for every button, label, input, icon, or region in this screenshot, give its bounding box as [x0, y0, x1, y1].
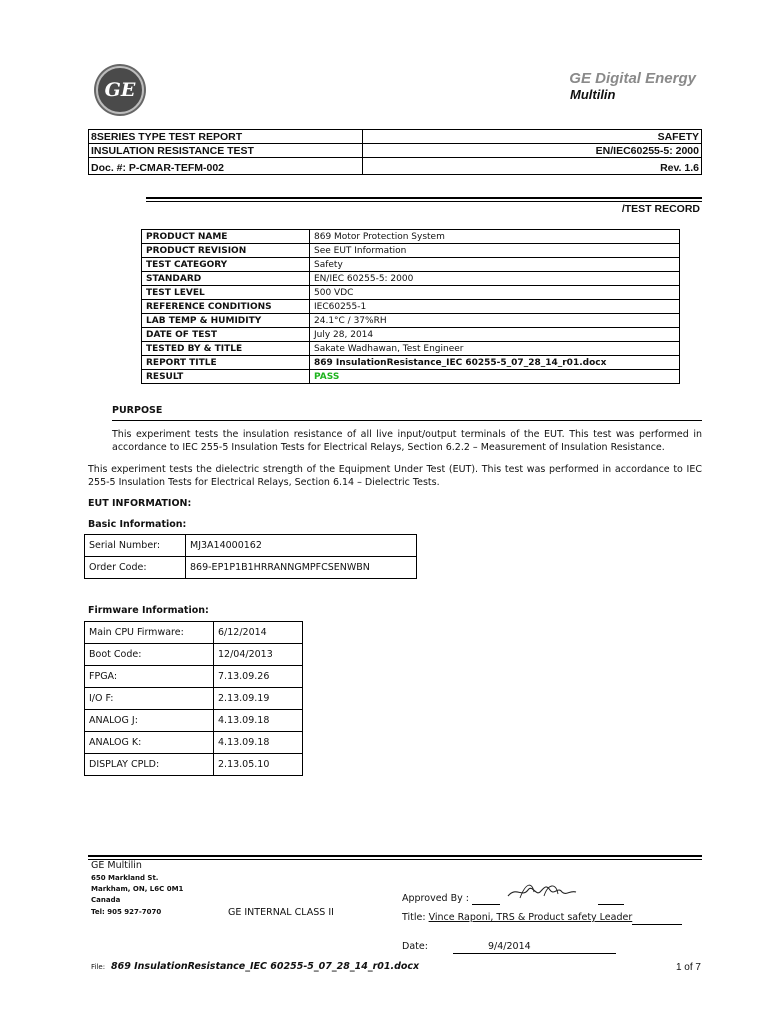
value-cell: 869 Motor Protection System: [310, 230, 680, 244]
label-cell: DATE OF TEST: [142, 328, 310, 342]
header-cell: EN/IEC60255-5: 2000: [363, 144, 702, 158]
value-cell: EN/IEC 60255-5: 2000: [310, 272, 680, 286]
label-cell: RESULT: [142, 370, 310, 384]
value-cell: 4.13.09.18: [214, 732, 303, 754]
divider: [146, 201, 702, 202]
value-cell: 12/04/2013: [214, 644, 303, 666]
purpose-paragraph-2: This experiment tests the dielectric strength of the Equipment Under Test (EUT). This test was performed in accordance to IEC 255-5 Insulation Tests for Electrical Relays, Section 6.14 – Dielectric Tests.: [88, 464, 702, 488]
table-row: [85, 754, 303, 776]
footer-address: [91, 873, 183, 906]
value-cell: MJ3A14000162: [186, 535, 417, 557]
label-cell: FPGA:: [85, 666, 214, 688]
title-value: Vince Raponi, TRS & Product safety Leader: [428, 912, 633, 923]
table-row: [142, 300, 680, 314]
label-cell: TESTED BY & TITLE: [142, 342, 310, 356]
table-row: [85, 688, 303, 710]
eut-heading: EUT INFORMATION:: [88, 498, 192, 509]
header-cell: Rev. 1.6: [363, 158, 702, 175]
value-cell: 4.13.09.18: [214, 710, 303, 732]
brand-subname: Multilin: [570, 87, 616, 102]
label-cell: Boot Code:: [85, 644, 214, 666]
table-row: [142, 258, 680, 272]
table-row: [142, 230, 680, 244]
address-line: 650 Markland St.: [91, 874, 159, 882]
value-cell: See EUT Information: [310, 244, 680, 258]
value-cell: 2.13.05.10: [214, 754, 303, 776]
signature-line: [598, 904, 624, 905]
header-row: [89, 130, 702, 144]
table-row: [85, 732, 303, 754]
firmware-info-heading: Firmware Information:: [88, 605, 209, 616]
address-line: Canada: [91, 896, 121, 904]
approved-by-label: Approved By :: [402, 893, 469, 904]
divider: [146, 197, 702, 199]
table-row: [142, 356, 680, 370]
value-cell: 2.13.09.19: [214, 688, 303, 710]
brand-name: GE Digital Energy: [569, 70, 696, 87]
label-cell: DISPLAY CPLD:: [85, 754, 214, 776]
table-row: [142, 286, 680, 300]
label-cell: PRODUCT REVISION: [142, 244, 310, 258]
date-underline: [453, 953, 616, 954]
label-cell: Serial Number:: [85, 535, 186, 557]
divider: [112, 420, 702, 421]
test-record-label: /TEST RECORD: [621, 203, 700, 215]
value-cell: 500 VDC: [310, 286, 680, 300]
signature-image: [506, 878, 578, 904]
report-title-cell: 869 InsulationResistance_IEC 60255-5_07_28_14_r01.docx: [310, 356, 680, 370]
table-row: [85, 710, 303, 732]
value-cell: July 28, 2014: [310, 328, 680, 342]
table-row: [142, 244, 680, 258]
logo-text: GE: [104, 79, 136, 101]
ge-logo: [96, 66, 144, 114]
header-cell: Doc. #: P-CMAR-TEFM-002: [89, 158, 363, 175]
table-row: [85, 557, 417, 579]
header-cell: 8SERIES TYPE TEST REPORT: [89, 130, 363, 144]
purpose-paragraph-1: This experiment tests the insulation resistance of all live input/output terminals of the EUT. This test was performed in accordance to IEC 255-5 Insulation Tests for Electrical Relays, Section 6.2.2 – Measurement of Insulation Resistance.: [112, 429, 702, 453]
footer-divider: [88, 859, 702, 860]
signature-line: [472, 904, 500, 905]
label-cell: LAB TEMP & HUMIDITY: [142, 314, 310, 328]
label-cell: TEST LEVEL: [142, 286, 310, 300]
basic-info-heading: Basic Information:: [88, 519, 187, 530]
header-row: [89, 158, 702, 175]
table-row: [142, 342, 680, 356]
title-underline: [632, 924, 682, 925]
date-value: 9/4/2014: [488, 941, 531, 952]
result-pass-cell: PASS: [310, 370, 680, 384]
firmware-info-table: [84, 621, 303, 776]
table-row: [85, 622, 303, 644]
file-label: File:: [91, 963, 106, 971]
label-cell: REPORT TITLE: [142, 356, 310, 370]
label-cell: PRODUCT NAME: [142, 230, 310, 244]
header-row: [89, 144, 702, 158]
value-cell: 6/12/2014: [214, 622, 303, 644]
date-label: Date:: [402, 941, 428, 952]
classification-label: GE INTERNAL CLASS II: [228, 907, 334, 918]
footer-divider: [88, 855, 702, 857]
table-row: [142, 328, 680, 342]
basic-info-table: [84, 534, 417, 579]
value-cell: Safety: [310, 258, 680, 272]
footer-company: GE Multilin: [91, 860, 142, 871]
table-row: [142, 370, 680, 384]
product-table: [141, 229, 680, 384]
value-cell: 869-EP1P1B1HRRANNGMPFCSENWBN: [186, 557, 417, 579]
header-cell: SAFETY: [363, 130, 702, 144]
header-table: [88, 129, 702, 175]
label-cell: Order Code:: [85, 557, 186, 579]
address-line: Markham, ON, L6C 0M1: [91, 885, 184, 893]
table-row: [142, 314, 680, 328]
value-cell: Sakate Wadhawan, Test Engineer: [310, 342, 680, 356]
table-row: [85, 666, 303, 688]
table-row: [142, 272, 680, 286]
purpose-heading: PURPOSE: [112, 405, 163, 416]
table-row: [85, 535, 417, 557]
table-row: [85, 644, 303, 666]
header-cell: INSULATION RESISTANCE TEST: [89, 144, 363, 158]
title-label: Title:: [402, 912, 426, 923]
label-cell: ANALOG J:: [85, 710, 214, 732]
footer-tel: Tel: 905 927-7070: [91, 908, 162, 916]
label-cell: STANDARD: [142, 272, 310, 286]
label-cell: I/O F:: [85, 688, 214, 710]
label-cell: REFERENCE CONDITIONS: [142, 300, 310, 314]
value-cell: 24.1°C / 37%RH: [310, 314, 680, 328]
label-cell: Main CPU Firmware:: [85, 622, 214, 644]
label-cell: ANALOG K:: [85, 732, 214, 754]
value-cell: 7.13.09.26: [214, 666, 303, 688]
file-name: 869 InsulationResistance_IEC 60255-5_07_28_14_r01.docx: [111, 961, 420, 972]
title-field: [402, 912, 632, 923]
value-cell: IEC60255-1: [310, 300, 680, 314]
label-cell: TEST CATEGORY: [142, 258, 310, 272]
page-number: 1 of 7: [675, 962, 701, 973]
